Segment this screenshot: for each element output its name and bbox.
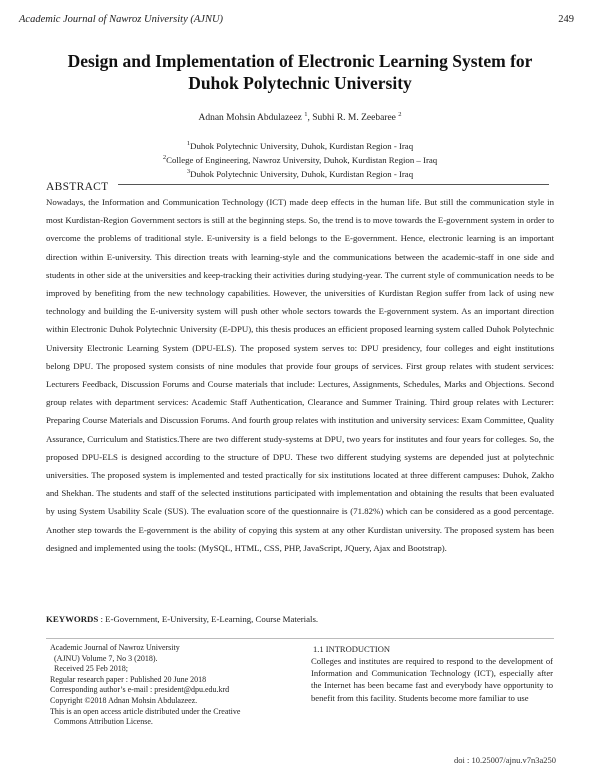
title-line-2: Duhok Polytechnic University bbox=[188, 73, 412, 93]
paper-title bbox=[30, 50, 570, 94]
keywords-text: : E-Government, E-University, E-Learning, Course Materials. bbox=[98, 614, 319, 624]
affiliation-2-text: College of Engineering, Nawroz University, Duhok, Kurdistan Region – Iraq bbox=[166, 154, 438, 165]
author-1-sup: 1 bbox=[304, 111, 308, 118]
info-line: Corresponding author’s e-mail : president@dpu.edu.krd bbox=[50, 685, 230, 695]
affiliation-1-text: Duhok Polytechnic University, Duhok, Kurdistan Region - Iraq bbox=[190, 140, 414, 151]
affiliation-3-text: Duhok Polytechnic University, Duhok, Kurdistan Region - Iraq bbox=[190, 168, 414, 179]
affiliation-2-sup: 2 bbox=[162, 153, 167, 161]
info-line: Received 25 Feb 2018; bbox=[54, 664, 128, 674]
info-line: (AJNU) Volume 7, No 3 (2018). bbox=[54, 653, 158, 663]
abstract-heading: ABSTRACT bbox=[46, 181, 109, 193]
abstract-body: Nowadays, the Information and Communication Technology (ICT) made deep effects in the human life. But still the communication style in most Kurdistan-Region Government sectors is still at the beginning steps. So, the trend is to move towards the E-government system in order to overcome the problems of traditional style. E-university is a field belongs to the E-government. Hence, electronic learning is an important direction within E-university. This direction treats with learning-style and the communications between the academic-staff in one side and students in other side at the universities and keep-tracking their activities during studying-year. The current style of communication needs to be improved by benefiting from the new technology capabilities. However, the universities of Kurdistan Region suffer from lack of using new technology and building the E-university system will push other whole sectors towards the E-government system. As an important direction within Electronic Duhok Polytechnic University (E-DPU), this thesis produces an efficient proposed learning system called Duhok Polytechnic University Electronic Learning System (DPU-ELS). The proposed system serves to: DPU presidency, four colleges and eight institutions belong DPU. The proposed system consists of nine modules that provide four groups of services. First group relates with student services: Lecturers Feedback, Discussion Forums and Course materials that include: Lectures, Assignments, Schedules, Marks and Objections. Second group relates with department services: Academic Staff Authentication, Clearance and Summer Training. Third group relates with Lecturer: Preparing Course Materials and Discussion Forums. And fourth group relates with institution and university services: Exam Committee, Quality Assurance, Curriculum and Statistics.There are two different study-systems at DPU, two years for institutes and four years for colleges. So, the proposed DPU-ELS is designed according to the structure of DPU. These two different studying systems are depended just at polytechnic universities. The proposed system is implemented and tested practically for six institutions located at three different campuses: Duhok, Zakho and Shekhan. The students and staff of the selected institutions participated with implementation and obtaining the results that been evaluated by using System Usability Scale (SUS). The evaluation score of the questionnaire is (71.82%) which can be considered as a good percentage. Another step towards the E-government is the ability of copying this system at any other Kurdistan university. The proposed system has been designed and implemented using the tools: (MySQL, HTML, CSS, PHP, JavaScript, JQuery, Ajax and Bootstrap). bbox=[46, 197, 554, 553]
affiliation-3 bbox=[0, 166, 600, 180]
footer-divider bbox=[46, 638, 554, 639]
section-heading-introduction: 1.1 INTRODUCTION bbox=[313, 644, 390, 654]
keywords bbox=[46, 614, 554, 624]
info-line: This is an open access article distributed under the Creative bbox=[50, 706, 241, 716]
author-2-sup: 2 bbox=[398, 111, 402, 118]
doi-link[interactable]: doi : 10.25007/ajnu.v7n3a250 bbox=[454, 755, 556, 765]
author-separator: , bbox=[307, 113, 313, 124]
info-line: Academic Journal of Nawroz University bbox=[50, 643, 180, 652]
affiliation-1-sup: 1 bbox=[186, 140, 191, 147]
info-line: Copyright ©2018 Adnan Mohsin Abdulazeez. bbox=[50, 695, 198, 705]
affiliation-1 bbox=[0, 138, 600, 152]
affiliation-3-sup: 3 bbox=[186, 167, 191, 175]
abstract-divider bbox=[118, 184, 549, 185]
running-header-journal: Academic Journal of Nawroz University (AJNU) bbox=[19, 14, 224, 25]
info-line: Regular research paper : Published 20 June 2018 bbox=[50, 674, 207, 684]
keywords-label: KEYWORDS bbox=[46, 614, 99, 624]
info-line: Commons Attribution License. bbox=[54, 717, 153, 727]
article-info bbox=[50, 643, 300, 728]
affiliations bbox=[0, 138, 600, 180]
page-number: 249 bbox=[558, 14, 574, 25]
affiliation-2 bbox=[0, 152, 600, 166]
introduction-body: Colleges and institutes are required to respond to the development of Information and Communication Technology (ICT), especially after the Internet has been became fast and everybody have opportunity to benefit from this facility. Students become more familiar to use bbox=[311, 656, 553, 703]
title-line-1: Design and Implementation of Electronic Learning System for bbox=[67, 51, 533, 71]
author-2: Subhi R. M. Zeebaree bbox=[312, 113, 396, 124]
author-1: Adnan Mohsin Abdulazeez bbox=[198, 113, 302, 124]
author-list bbox=[0, 111, 600, 123]
